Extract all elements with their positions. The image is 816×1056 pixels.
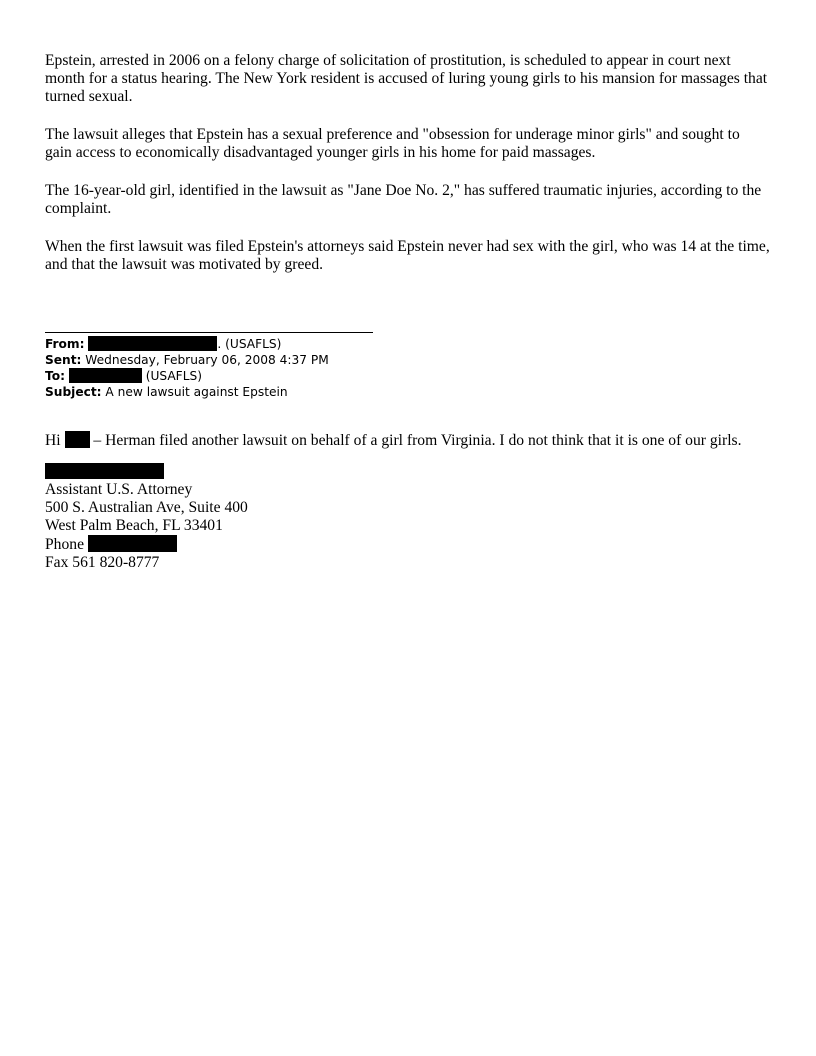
address-line-1: 500 S. Australian Ave, Suite 400 xyxy=(45,499,248,516)
greeting: Hi xyxy=(45,432,61,449)
email-from-line xyxy=(45,336,770,352)
email-subject-line xyxy=(45,384,770,400)
sent-label: Sent: xyxy=(45,353,82,367)
article-paragraph-2: The lawsuit alleges that Epstein has a sexual preference and "obsession for underage minor girls" and sought to gain access to economically disadvantaged younger girls in his home for paid massages. xyxy=(45,126,740,161)
article-paragraph-1: Epstein, arrested in 2006 on a felony charge of solicitation of prostitution, is scheduled to appear in court next month for a status hearing. The New York resident is accused of luring young girls to his mansion for massages that turned sexual. xyxy=(45,52,768,105)
email-signature xyxy=(45,463,770,572)
email-message xyxy=(45,431,770,450)
email-to-line xyxy=(45,368,770,384)
redacted-phone-number xyxy=(88,535,177,552)
redacted-sender-name xyxy=(88,336,217,351)
subject-label: Subject: xyxy=(45,385,102,399)
message-signature-spacer xyxy=(45,450,770,463)
to-suffix: (USAFLS) xyxy=(145,369,202,383)
message-text: – Herman filed another lawsuit on behalf of a girl from Virginia. I do not think that it is one of our girls. xyxy=(89,432,742,449)
document-page xyxy=(45,52,770,572)
sent-value: Wednesday, February 06, 2008 4:37 PM xyxy=(85,353,329,367)
from-label: From: xyxy=(45,337,85,351)
redacted-recipient-first-name xyxy=(65,431,90,448)
article-paragraph-4: When the first lawsuit was filed Epstein's attorneys said Epstein never had sex with the girl, who was 14 at the time, and that the lawsuit was motivated by greed. xyxy=(45,238,770,273)
redacted-recipient-name xyxy=(69,368,142,383)
to-label: To: xyxy=(45,369,65,383)
phone-label: Phone xyxy=(45,536,84,553)
header-body-spacer xyxy=(45,400,770,431)
subject-value: A new lawsuit against Epstein xyxy=(105,385,288,399)
email-header-divider xyxy=(45,332,373,333)
section-spacer xyxy=(45,294,770,332)
fax-line: Fax 561 820-8777 xyxy=(45,554,160,571)
signer-title: Assistant U.S. Attorney xyxy=(45,481,193,498)
email-sent-line xyxy=(45,352,770,368)
email-header xyxy=(45,336,770,400)
phone-line xyxy=(45,535,770,554)
address-line-2: West Palm Beach, FL 33401 xyxy=(45,517,223,534)
article-paragraph-3: The 16-year-old girl, identified in the lawsuit as "Jane Doe No. 2," has suffered traumatic injuries, according to the complaint. xyxy=(45,182,762,217)
redacted-signer-name xyxy=(45,463,164,479)
from-suffix: . (USAFLS) xyxy=(217,337,282,351)
